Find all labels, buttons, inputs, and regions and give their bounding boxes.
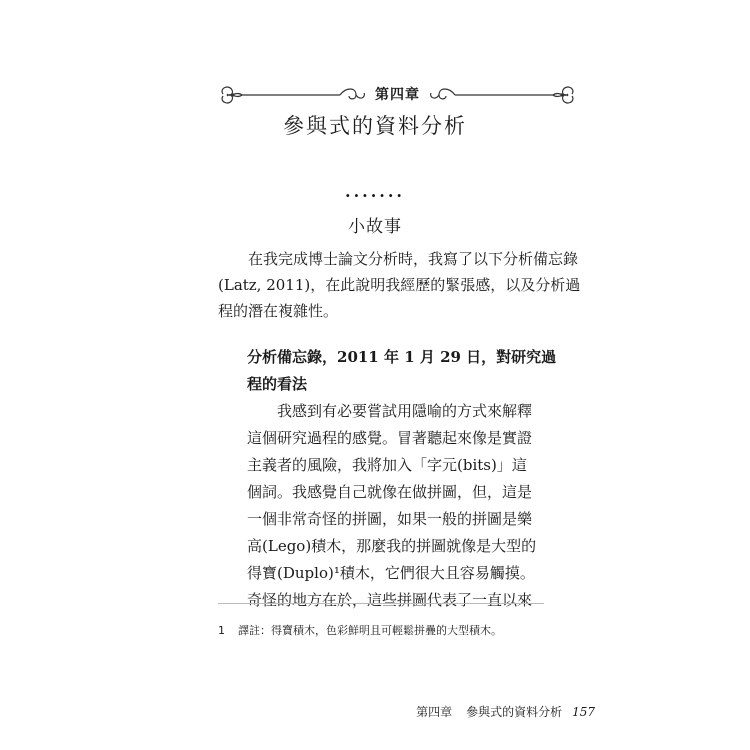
section-title: 小故事 bbox=[348, 217, 402, 237]
page-number: 157 bbox=[572, 705, 595, 719]
memo-line: 主義者的風險，我將加入「字元(bits)」這 bbox=[247, 456, 527, 474]
chapter-title: 參與式的資料分析 bbox=[283, 114, 467, 138]
intro-line: 程的潛在複雜性。 bbox=[218, 302, 339, 320]
memo-line: 奇怪的地方在於，這些拼圖代表了一直以來 bbox=[247, 591, 533, 609]
footnote-number: 1 bbox=[218, 624, 225, 637]
intro-paragraph bbox=[218, 246, 581, 324]
footnote bbox=[218, 622, 502, 638]
section-divider-dots: ······· bbox=[345, 186, 405, 205]
memo-heading-line: 程的看法 bbox=[247, 375, 308, 393]
memo-line: 我感到有必要嘗試用隱喻的方式來解釋 bbox=[277, 402, 533, 420]
page-footer bbox=[330, 703, 595, 720]
memo-line: 一個非常奇怪的拼圖，如果一般的拼圖是樂 bbox=[247, 510, 533, 528]
footnote-text: 譯註：得寶積木，色彩鮮明且可輕鬆拼疊的大型積木。 bbox=[238, 624, 502, 637]
memo-line: 高(Lego)積木，那麼我的拼圖就像是大型的 bbox=[247, 537, 537, 555]
footer-title: 參與式的資料分析 bbox=[466, 705, 563, 719]
chapter-label: 第四章 bbox=[375, 87, 420, 103]
memo-line: 這個研究過程的感覺。冒著聽起來像是實證 bbox=[247, 429, 533, 447]
chapter-header bbox=[215, 80, 580, 110]
intro-line: 在我完成博士論文分析時，我寫了以下分析備忘錄 bbox=[248, 250, 579, 268]
footnote-divider bbox=[218, 603, 544, 604]
intro-line: (Latz, 2011)，在此說明我經歷的緊張感，以及分析過 bbox=[218, 276, 581, 294]
memo-block bbox=[247, 344, 577, 614]
footer-chapter: 第四章 bbox=[416, 705, 453, 719]
memo-line: 得寶(Duplo)¹積木，它們很大且容易觸摸。 bbox=[247, 564, 535, 582]
memo-heading-line: 分析備忘錄，2011 年 1 月 29 日，對研究過 bbox=[247, 348, 557, 366]
memo-line: 個詞。我感覺自己就像在做拼圖，但，這是 bbox=[247, 483, 533, 501]
